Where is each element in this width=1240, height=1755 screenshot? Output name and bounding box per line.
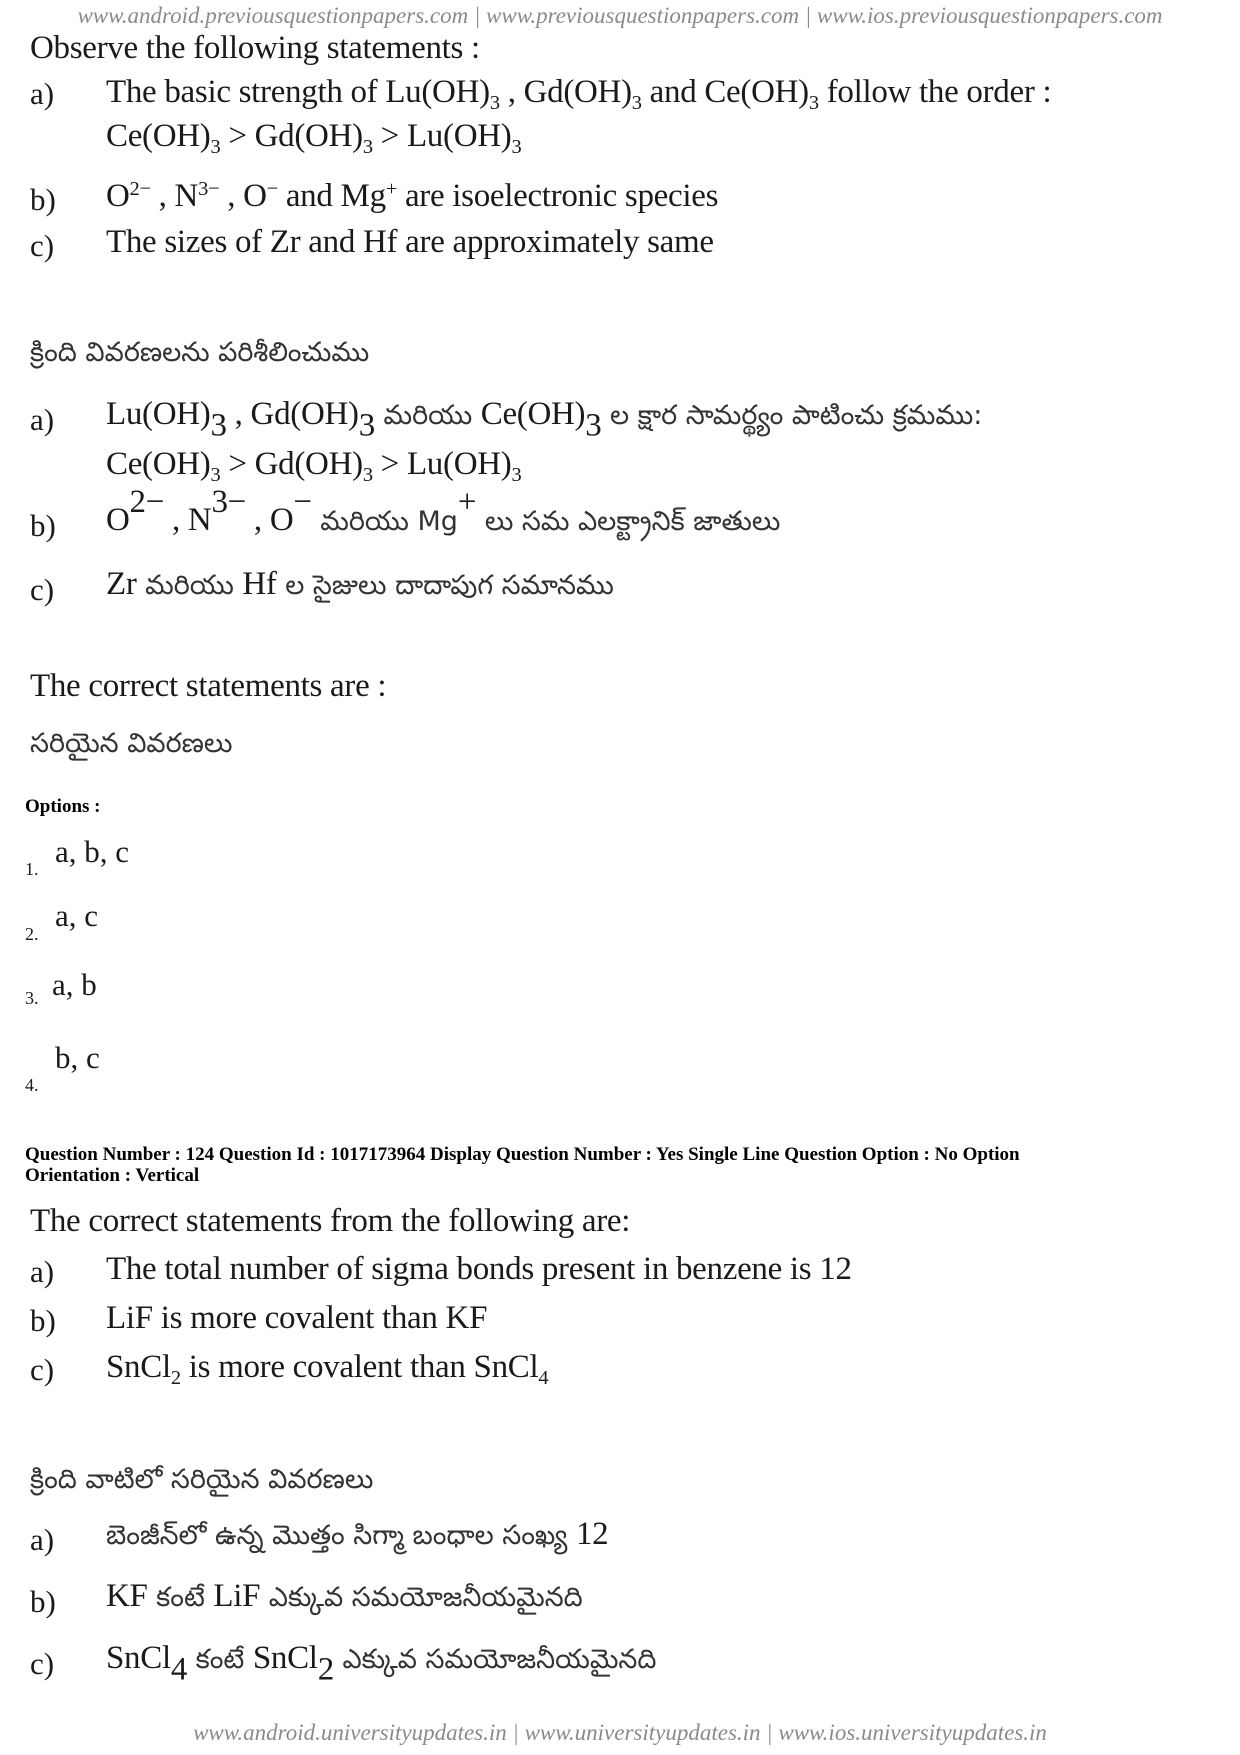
q124-a-label-te: a) — [30, 1522, 55, 1557]
q124-c-label-te: c) — [30, 1646, 55, 1681]
options-label: Options : — [25, 796, 101, 817]
header-watermark: www.android.previousquestionpapers.com | www.previousquestionpapers.com | www.ios.previousquestionpapers.com — [77, 3, 1163, 28]
q123-order-en: $Ce(OH)_3 > Gd(OH)_3 > Lu(OH)_3$ — [106, 118, 522, 159]
q123-statement-a-en: The basic strength of $Lu(OH)_3$ , $Gd(OH)_3$ and $Ce(OH)_3$ follow the order : — [106, 74, 1052, 115]
q123-c-label: c) — [30, 228, 55, 263]
q124-statement-a-te: బెంజీన్‌లో ఉన్న మొత్తం సిగ్మా బంధాల సంఖ్య 12 — [106, 1516, 609, 1552]
option-3-number: 3. — [25, 988, 39, 1008]
q123-correct-en: The correct statements are : — [30, 668, 387, 704]
q124-statement-b-te: KF కంటే LiF ఎక్కువ సమయోజనీయమైనది — [106, 1578, 583, 1614]
q124-meta-line-1: Question Number : 124 Question Id : 1017173964 Display Question Number : Yes Single Line Question Option : No Option — [25, 1144, 1020, 1165]
footer-watermark: www.android.universityupdates.in | www.universityupdates.in | www.ios.universityupdates.in — [193, 1720, 1047, 1745]
q124-statement-b-en: LiF is more covalent than KF — [106, 1300, 488, 1336]
q123-b-label-te: b) — [30, 508, 56, 543]
q123-correct-te: సరియైన వివరణలు — [30, 728, 233, 759]
q124-b-label: b) — [30, 1303, 56, 1338]
q123-statement-c-te: Zr మరియు Hf ల సైజులు దాదాపుగ సమానము — [106, 566, 614, 602]
q124-statement-a-en: The total number of sigma bonds present in benzene is 12 — [106, 1251, 852, 1287]
q123-a-label: a) — [30, 76, 55, 111]
q123-a-label-te: a) — [30, 402, 55, 437]
option-3[interactable]: a, b — [52, 967, 97, 1002]
q124-intro-en: The correct statements from the following are: — [30, 1203, 631, 1239]
q124-statement-c-en: SnCl$_2$ is more covalent than SnCl$_4$ — [106, 1349, 549, 1390]
q124-c-label: c) — [30, 1352, 55, 1387]
q123-b-label: b) — [30, 182, 56, 217]
q123-statement-c-en: The sizes of Zr and Hf are approximately same — [106, 224, 714, 260]
q123-intro-en: Observe the following statements : — [30, 30, 480, 66]
option-1-number: 1. — [25, 859, 39, 879]
q124-meta-line-2: Orientation : Vertical — [25, 1165, 200, 1186]
q123-order-te: $Ce(OH)_3 > Gd(OH)_3 > Lu(OH)_3$ — [106, 446, 522, 487]
q123-statement-a-te: $Lu(OH)_3$ , $Gd(OH)_3$ మరియు $Ce(OH)_3$ ల క్షార సామర్థ్యం పాటించు క్రమము: — [106, 396, 983, 444]
option-1[interactable]: a, b, c — [55, 834, 130, 869]
q124-intro-te: క్రింది వాటిలో సరియైన వివరణలు — [30, 1464, 374, 1495]
option-2[interactable]: a, c — [55, 898, 99, 933]
q123-statement-b-en: $O^{2-}$ , $N^{3-}$ , O− and Mg+ are isoelectronic species — [106, 177, 719, 214]
q124-b-label-te: b) — [30, 1584, 56, 1619]
option-4[interactable]: b, c — [55, 1040, 100, 1075]
q124-a-label: a) — [30, 1254, 55, 1289]
option-4-number: 4. — [25, 1075, 39, 1095]
q123-intro-te: క్రింది వివరణలను పరిశీలించుము — [30, 337, 370, 368]
option-2-number: 2. — [25, 924, 39, 944]
q123-c-label-te: c) — [30, 572, 55, 607]
q124-statement-c-te: SnCl$_4$ కంటే SnCl$_2$ ఎక్కువ సమయోజనీయమైనది — [106, 1640, 657, 1688]
q123-statement-b-te: $O^{2-}$ , $N^{3-}$ , O− మరియు Mg+ లు సమ ఎలక్ట్రానిక్ జాతులు — [106, 484, 781, 539]
